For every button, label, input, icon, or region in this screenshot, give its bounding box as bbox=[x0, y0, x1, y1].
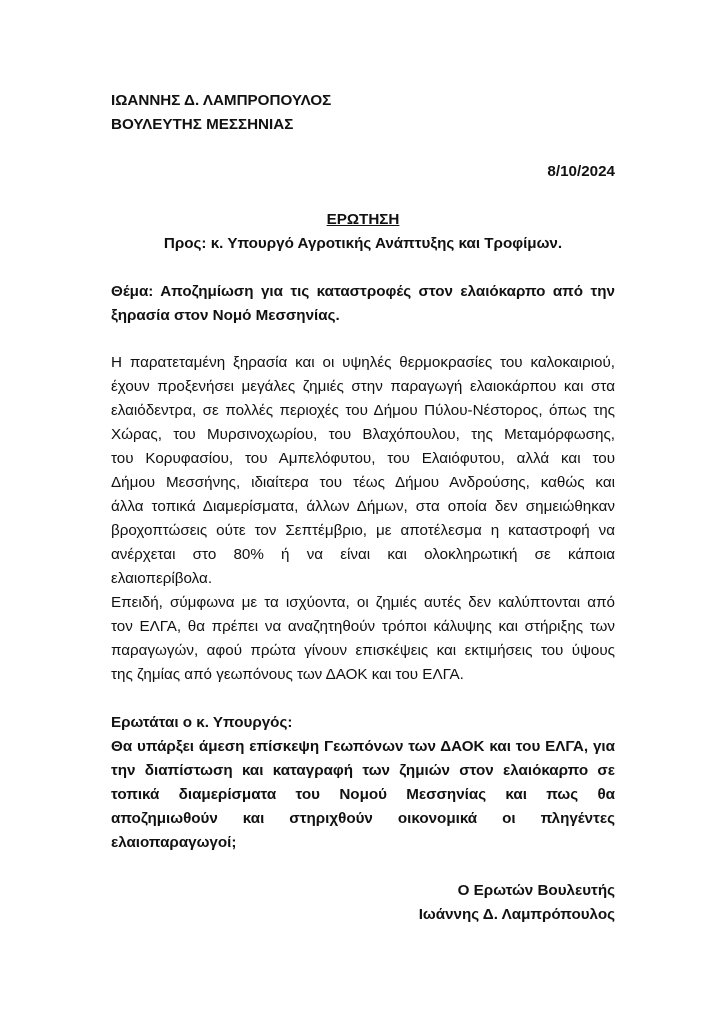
body-line: Η παρατεταμένη ξηρασία και οι υψηλές θερμοκρασίες του καλοκαιριού, bbox=[111, 354, 615, 371]
author-name: ΙΩΑΝΝΗΣ Δ. ΛΑΜΠΡΟΠΟΥΛΟΣ bbox=[111, 92, 332, 109]
question-line: τοπικά διαμερίσματα του Νομού Μεσσηνίας και πως θα bbox=[111, 786, 615, 803]
question-line: αποζημιωθούν και στηριχθούν οικονομικά οι πληγέντες bbox=[111, 810, 615, 827]
body-line: τον ΕΛΓΑ, θα πρέπει να αναζητηθούν τρόποι κάλυψης και στήριξης των bbox=[111, 618, 615, 635]
body-line: άλλα τοπικά Διαμερίσματα, άλλων Δήμων, στα οποία δεν σημειώθηκαν bbox=[111, 498, 615, 515]
body-line: βροχοπτώσεις ούτε τον Σεπτέμβριο, με αποτέλεσμα η καταστροφή να bbox=[111, 522, 615, 539]
body-line: ανέρχεται στο 80% ή να είναι και ολοκληρωτική σε κάποια bbox=[111, 546, 615, 563]
recipient-line: Προς: κ. Υπουργό Αγροτικής Ανάπτυξης και Τροφίμων. bbox=[163, 235, 563, 252]
body-line: ελαιόδεντρα, σε πολλές περιοχές του Δήμου Πύλου-Νέστορος, όπως της bbox=[111, 402, 615, 419]
signature-role: Ο Ερωτών Βουλευτής bbox=[457, 882, 615, 899]
body-line: Δήμου Μεσσήνης, ιδιαίτερα του τέως Δήμου Ανδρούσης, καθώς και bbox=[111, 474, 615, 491]
signature-name: Ιωάννης Δ. Λαμπρόπουλος bbox=[418, 906, 615, 923]
body-line: του Κορυφασίου, του Αμπελόφυτου, του Ελαιόφυτου, αλλά και του bbox=[111, 450, 615, 467]
body-line: Επειδή, σύμφωνα με τα ισχύοντα, οι ζημιές αυτές δεν καλύπτονται από bbox=[111, 594, 615, 611]
body-line: ελαιοπερίβολα. bbox=[111, 570, 213, 587]
question-line: Θα υπάρξει άμεση επίσκεψη Γεωπόνων των ΔΑΟΚ και του ΕΛΓΑ, για bbox=[111, 738, 615, 755]
document-date: 8/10/2024 bbox=[547, 163, 615, 180]
body-line: παραγωγών, αφού πρώτα γίνουν επισκέψεις και εκτιμήσεις του ύψους bbox=[111, 642, 615, 659]
question-line: ελαιοπαραγωγοί; bbox=[111, 834, 237, 851]
body-line: Χώρας, του Μυρσινοχωρίου, του Βλαχόπουλου, της Μεταμόρφωσης, bbox=[111, 426, 615, 443]
author-title: ΒΟΥΛΕΥΤΗΣ ΜΕΣΣΗΝΙΑΣ bbox=[111, 116, 294, 133]
question-line: την διαπίστωση και καταγραφή των ζημιών στον ελαιόκαρπο σε bbox=[111, 762, 615, 779]
subject-line: Θέμα: Αποζημίωση για τις καταστροφές στον ελαιόκαρπο από την bbox=[111, 283, 615, 300]
question-label: Ερωτάται ο κ. Υπουργός: bbox=[111, 714, 293, 731]
body-line: έχουν προξενήσει μεγάλες ζημιές στην παραγωγή ελαιοκάρπου και στα bbox=[111, 378, 615, 395]
subject-line: ξηρασία στον Νομό Μεσσηνίας. bbox=[111, 307, 340, 324]
body-line: της ζημίας από γεωπόνους των ΔΑΟΚ και του ΕΛΓΑ. bbox=[111, 666, 464, 683]
document-heading: ΕΡΩΤΗΣΗ bbox=[326, 211, 400, 228]
